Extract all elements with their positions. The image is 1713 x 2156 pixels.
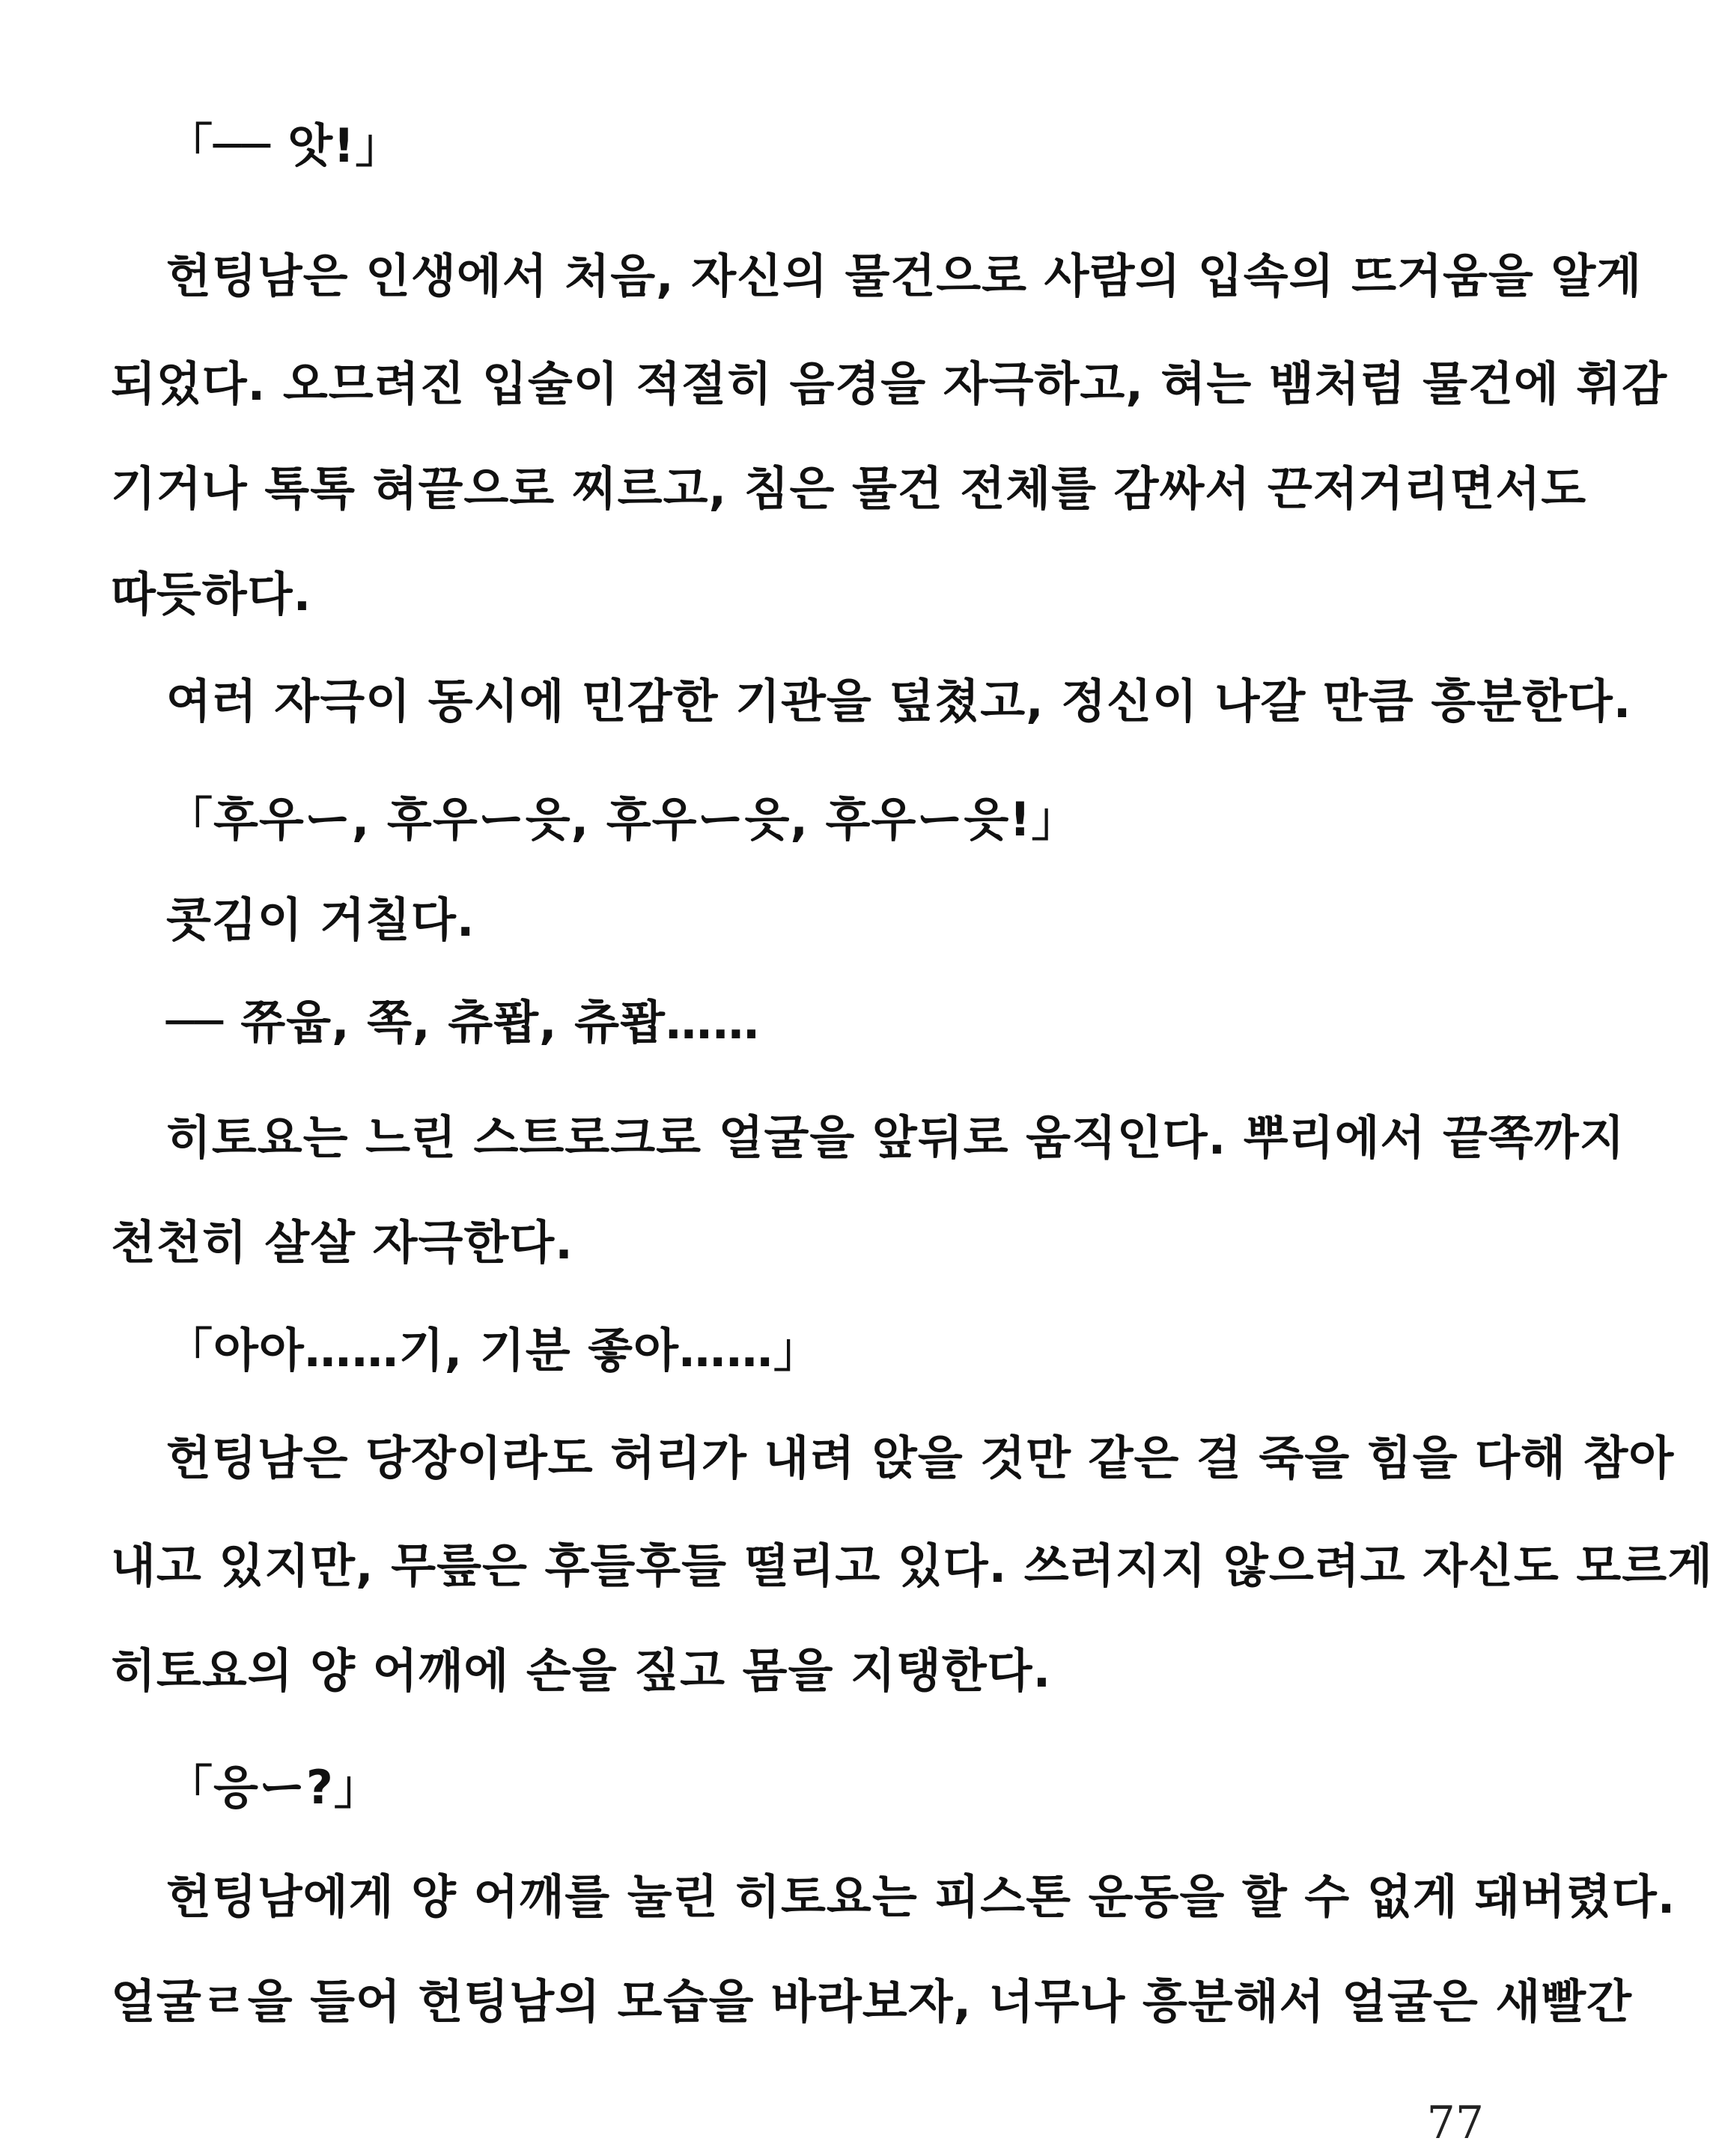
text-line: 천천히 살살 자극한다. [111, 1215, 573, 1270]
text-line-paragraph-start: 여러 자극이 동시에 민감한 기관을 덮쳤고, 정신이 나갈 만큼 흥분한다. [166, 674, 1632, 728]
text-line-dialogue: 「후우ー, 후우ー읏, 후우ー읏, 후우ー읏!」 [166, 792, 1079, 847]
text-line-dialogue: 「응ー?」 [166, 1760, 381, 1815]
text-line-dialogue: 「── 앗!」 [166, 118, 403, 173]
text-line: 따듯하다. [111, 567, 312, 621]
text-line-paragraph-start: 콧김이 거칠다. [166, 892, 475, 947]
text-line-paragraph-start: 히토요는 느린 스트로크로 얼굴을 앞뒤로 움직인다. 뿌리에서 끝쪽까지 [166, 1110, 1625, 1165]
text-line: 되었다. 오므려진 입술이 적절히 음경을 자극하고, 혀는 뱀처럼 물건에 휘감 [111, 356, 1668, 411]
text-line: 히토요의 양 어깨에 손을 짚고 몸을 지탱한다. [111, 1643, 1052, 1698]
page-number: 77 [1426, 2097, 1484, 2149]
text-line-paragraph-start: 헌팅남은 당장이라도 허리가 내려 앉을 것만 같은 걸 죽을 힘을 다해 참아 [166, 1431, 1675, 1485]
text-line: 내고 있지만, 무릎은 후들후들 떨리고 있다. 쓰러지지 않으려고 자신도 모르게 [111, 1538, 1713, 1593]
text-line-paragraph-start: 헌팅남은 인생에서 처음, 자신의 물건으로 사람의 입속의 뜨거움을 알게 [166, 249, 1643, 303]
text-line-paragraph-start: 헌팅남에게 양 어깨를 눌린 히토요는 피스톤 운동을 할 수 없게 돼버렸다. [166, 1869, 1676, 1924]
text-line-sound-effect: ── 쮸웁, 쪽, 츄퐙, 츄퐙…… [166, 995, 760, 1050]
text-line: 기거나 톡톡 혀끝으로 찌르고, 침은 물건 전체를 감싸서 끈저거리면서도 [111, 461, 1587, 516]
text-line: 얼굴ㄹ을 들어 헌팅남의 모습을 바라보자, 너무나 흥분해서 얼굴은 새빨간 [111, 1974, 1632, 2029]
text-line-dialogue: 「아아……기, 기분 좋아……」 [166, 1323, 821, 1377]
